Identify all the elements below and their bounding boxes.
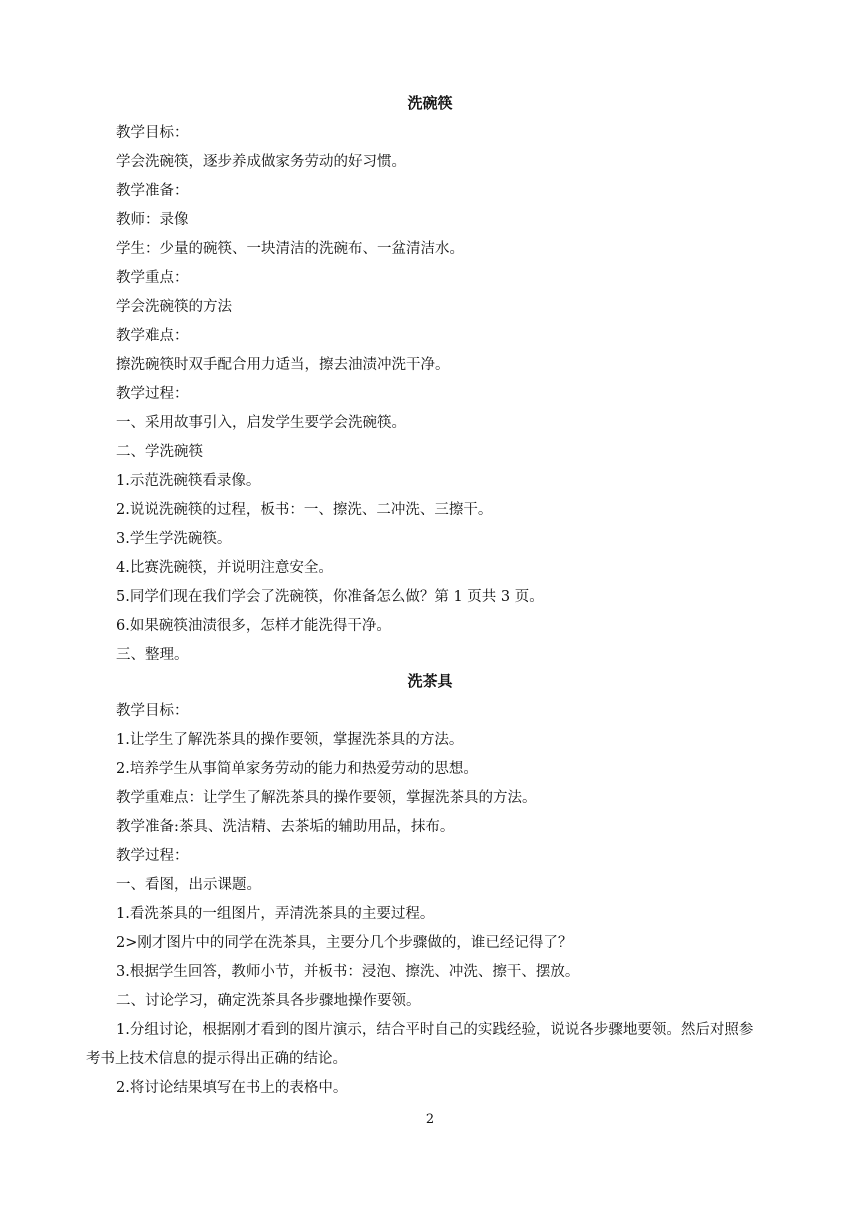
text-line: 学会洗碗筷的方法 <box>116 299 232 315</box>
text-line: 一、看图，出示课题。 <box>116 877 261 893</box>
text-line: 教学准备： <box>116 183 189 199</box>
text-line: 教学目标： <box>116 125 189 141</box>
text-line: 教学重难点：让学生了解洗茶具的操作要领，掌握洗茶具的方法。 <box>116 790 537 806</box>
text-line: 教学难点： <box>116 328 189 344</box>
section-title-wash-bowls: 洗碗筷 <box>407 94 453 112</box>
text-line: 擦洗碗筷时双手配合用力适当，擦去油渍冲洗干净。 <box>116 357 450 373</box>
text-line: 2.说说洗碗筷的过程，板书：一、擦洗、二冲洗、三擦干。 <box>116 502 493 518</box>
text-line: 二、学洗碗筷 <box>116 444 203 460</box>
text-line: 教学目标： <box>116 703 189 719</box>
paragraph-first-line: 2.将讨论结果填写在书上的表格中。 <box>116 1080 348 1096</box>
text-line: 1.让学生了解洗茶具的操作要领，掌握洗茶具的方法。 <box>116 732 464 748</box>
text-line: 4.比赛洗碗筷，并说明注意安全。 <box>116 560 333 576</box>
text-line: 6.如果碗筷油渍很多，怎样才能洗得干净。 <box>116 618 391 634</box>
text-line: 三、整理。 <box>116 647 189 663</box>
text-line: 教学过程： <box>116 848 189 864</box>
text-line: 教师：录像 <box>116 212 189 228</box>
paragraph-continuation: 考书上技术信息的提示得出正确的结论。 <box>86 1051 347 1067</box>
text-line: 学会洗碗筷，逐步养成做家务劳动的好习惯。 <box>116 154 406 170</box>
text-line: 教学准备:茶具、洗洁精、去茶垢的辅助用品，抹布。 <box>116 819 455 835</box>
text-line: 3.学生学洗碗筷。 <box>116 531 232 547</box>
paragraph-first-line: 1.分组讨论，根据刚才看到的图片演示，结合平时自己的实践经验，说说各步骤地要领。然后对照参 <box>116 1022 754 1038</box>
section-title-wash-tea-set: 洗茶具 <box>407 672 453 690</box>
text-line: 5.同学们现在我们学会了洗碗筷，你准备怎么做？第 1 页共 3 页。 <box>116 589 544 605</box>
text-line: 教学过程： <box>116 386 189 402</box>
text-line: 二、讨论学习，确定洗茶具各步骤地操作要领。 <box>116 993 421 1009</box>
text-line: 1.示范洗碗筷看录像。 <box>116 473 261 489</box>
page-number: 2 <box>425 1112 435 1127</box>
text-line: 教学重点： <box>116 270 189 286</box>
text-line: 2>刚才图片中的同学在洗茶具，主要分几个步骤做的，谁已经记得了？ <box>116 935 573 951</box>
text-line: 一、采用故事引入，启发学生要学会洗碗筷。 <box>116 415 406 431</box>
text-line: 学生：少量的碗筷、一块清洁的洗碗布、一盆清洁水。 <box>116 241 464 257</box>
text-line: 2.培养学生从事简单家务劳动的能力和热爱劳动的思想。 <box>116 761 478 777</box>
text-line: 3.根据学生回答，教师小节，并板书：浸泡、擦洗、冲洗、擦干、摆放。 <box>116 964 580 980</box>
text-line: 1.看洗茶具的一组图片，弄清洗茶具的主要过程。 <box>116 906 435 922</box>
